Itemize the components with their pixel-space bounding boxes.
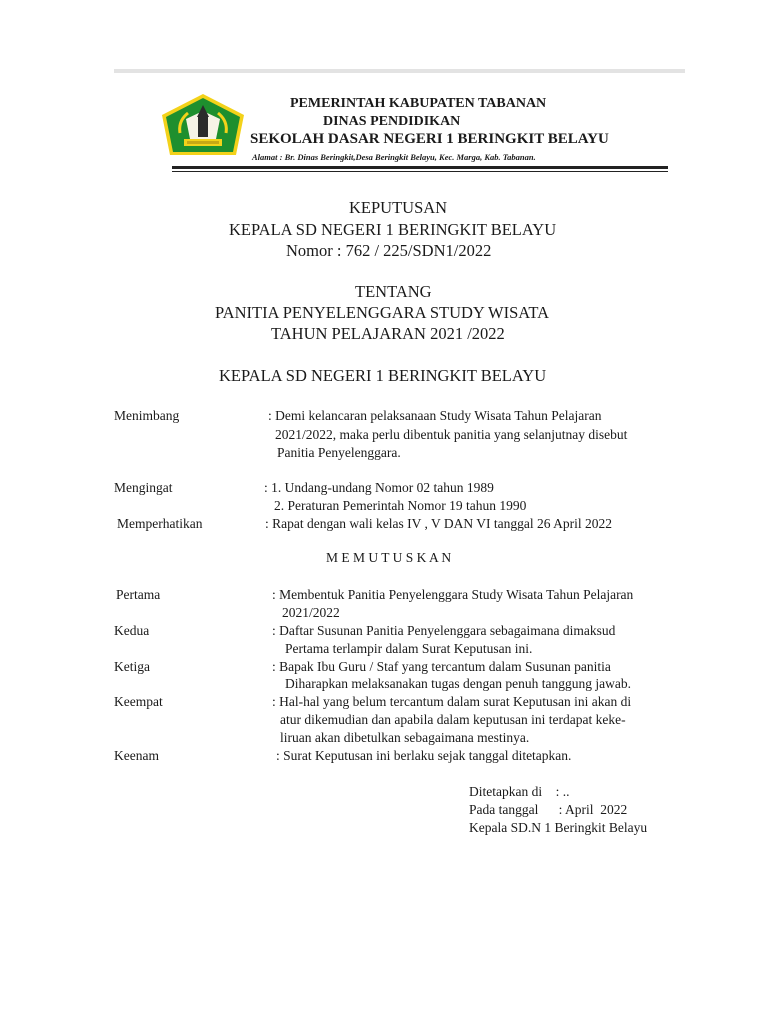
signature-title: Kepala SD.N 1 Beringkit Belayu [469, 820, 648, 835]
pertama-label: Pertama [116, 587, 161, 602]
menimbang-label: Menimbang [114, 408, 180, 423]
ditetapkan-line: Ditetapkan di : .. [469, 784, 570, 799]
keempat-label: Keempat [114, 694, 163, 709]
heading-keputusan: KEPUTUSAN [349, 198, 448, 217]
school-emblem-icon [160, 93, 246, 157]
page-top-divider [114, 69, 685, 73]
keempat-text-1: : Hal-hal yang belum tercantum dalam surat Keputusan ini akan di [272, 694, 632, 709]
ketiga-text-2: Diharapkan melaksanakan tugas dengan penuh tanggung jawab. [285, 676, 632, 691]
mengingat-text-1: : 1. Undang-undang Nomor 02 tahun 1989 [264, 480, 494, 495]
letterhead-department: DINAS PENDIDIKAN [323, 114, 461, 129]
memutuskan-heading: M E M U T U S K A N [326, 550, 452, 565]
letterhead-government: PEMERINTAH KABUPATEN TABANAN [290, 96, 547, 111]
keempat-text-3: liruan akan dibetulkan sebagaimana mestinya. [280, 730, 530, 745]
pada-tanggal-line: Pada tanggal : April 2022 [469, 802, 628, 817]
kedua-text-2: Pertama terlampir dalam Surat Keputusan ini. [285, 641, 533, 656]
menimbang-text-3: Panitia Penyelenggara. [277, 445, 401, 460]
mengingat-text-2: 2. Peraturan Pemerintah Nomor 19 tahun 1990 [274, 498, 527, 513]
heading-kepala: KEPALA SD NEGERI 1 BERINGKIT BELAYU [229, 220, 557, 239]
letterhead-rule-thick [172, 166, 668, 169]
heading-panitia: PANITIA PENYELENGGARA STUDY WISATA [215, 303, 550, 322]
kedua-text-1: : Daftar Susunan Panitia Penyelenggara sebagaimana dimaksud [272, 623, 616, 638]
letterhead-address: Alamat : Br. Dinas Beringkit,Desa Beringkit Belayu, Kec. Marga, Kab. Tabanan. [252, 152, 536, 162]
keenam-text-1: : Surat Keputusan ini berlaku sejak tanggal ditetapkan. [276, 748, 572, 763]
keempat-text-2: atur dikemudian dan apabila dalam keputusan ini terdapat keke- [280, 712, 626, 727]
letterhead-rule-thin [172, 171, 668, 172]
pertama-text-1: : Membentuk Panitia Penyelenggara Study Wisata Tahun Pelajaran [272, 587, 634, 602]
heading-nomor: Nomor : 762 / 225/SDN1/2022 [286, 241, 492, 260]
memperhatikan-text-1: : Rapat dengan wali kelas IV , V DAN VI tanggal 26 April 2022 [265, 516, 612, 531]
pertama-text-2: 2021/2022 [282, 605, 340, 620]
heading-tentang: TENTANG [355, 282, 432, 301]
heading-tahun-pelajaran: TAHUN PELAJARAN 2021 /2022 [271, 324, 505, 343]
heading-kepala-sekolah: KEPALA SD NEGERI 1 BERINGKIT BELAYU [219, 366, 547, 385]
ketiga-text-1: : Bapak Ibu Guru / Staf yang tercantum dalam Susunan panitia [272, 659, 611, 674]
keenam-label: Keenam [114, 748, 159, 763]
menimbang-text-1: : Demi kelancaran pelaksanaan Study Wisata Tahun Pelajaran [268, 408, 602, 423]
kedua-label: Kedua [114, 623, 150, 638]
letterhead-school: SEKOLAH DASAR NEGERI 1 BERINGKIT BELAYU [250, 131, 609, 147]
mengingat-label: Mengingat [114, 480, 173, 495]
ketiga-label: Ketiga [114, 659, 150, 674]
menimbang-text-2: 2021/2022, maka perlu dibentuk panitia yang selanjutnay disebut [275, 427, 628, 442]
memperhatikan-label: Memperhatikan [117, 516, 203, 531]
